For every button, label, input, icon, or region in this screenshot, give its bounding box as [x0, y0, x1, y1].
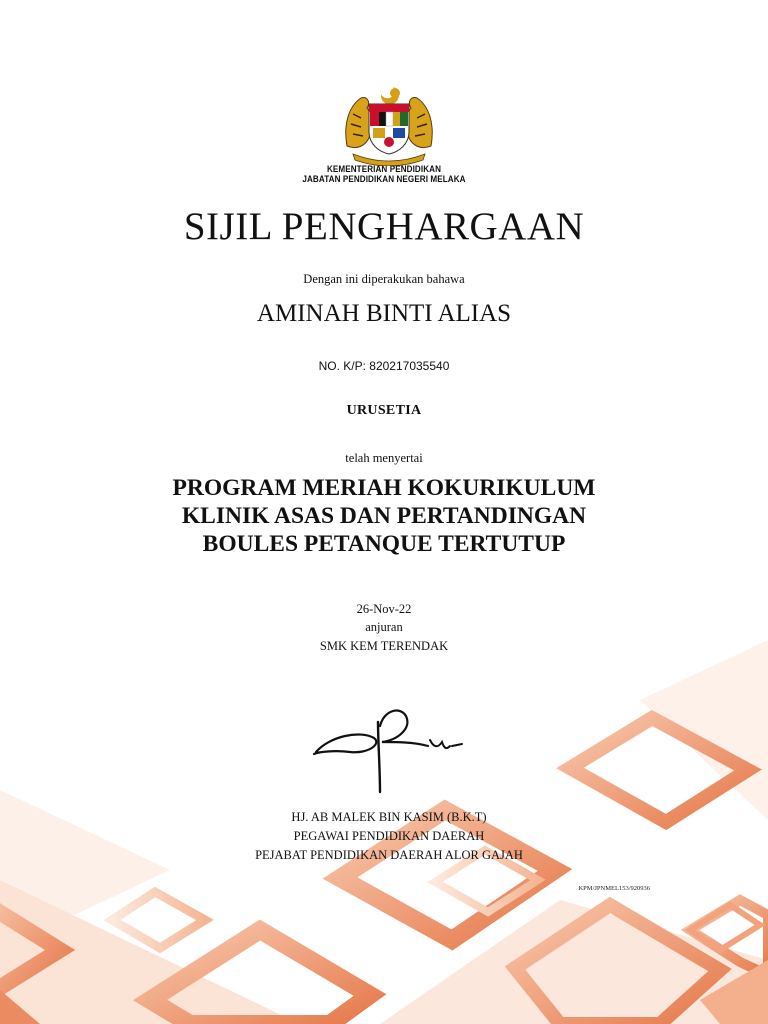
program-line-2: KLINIK ASAS DAN PERTANDINGAN — [181, 503, 587, 529]
recipient-role: URUSETIA — [346, 403, 422, 418]
signatory-name: HJ. AB MALEK BIN KASIM (B.K.T) — [291, 810, 487, 824]
recipient-name: AMINAH BINTI ALIAS — [256, 300, 512, 327]
intro-text: Dengan ini diperakukan bahawa — [303, 272, 465, 286]
ministry-line-2: JABATAN PENDIDIKAN NEGERI MELAKA — [302, 174, 466, 184]
signatory-office: PEJABAT PENDIDIKAN DAERAH ALOR GAJAH — [255, 848, 523, 862]
malaysia-coat-of-arms-icon — [343, 84, 435, 166]
signatory-block — [0, 808, 768, 865]
program-line-3: BOULES PETANQUE TERTUTUP — [202, 531, 566, 557]
reference-number: KPM/JPNMEL153/920936 — [578, 885, 650, 892]
ministry-line-1: KEMENTERIAN PENDIDIKAN — [326, 164, 442, 174]
participated-text: telah menyertai — [345, 451, 423, 465]
signatory-position: PEGAWAI PENDIDIKAN DAERAH — [293, 829, 485, 843]
ministry-name — [0, 164, 768, 184]
organized-by-text: anjuran — [365, 620, 403, 634]
handwritten-signature-icon — [310, 702, 470, 798]
program-line-1: PROGRAM MERIAH KOKURIKULUM — [172, 475, 596, 501]
ic-number: NO. K/P: 820217035540 — [318, 359, 450, 373]
program-title — [0, 474, 768, 558]
organizer-name: SMK KEM TERENDAK — [319, 639, 449, 653]
certificate-title: SIJIL PENGHARGAAN — [183, 205, 585, 248]
event-date: 26-Nov-22 — [356, 602, 412, 616]
